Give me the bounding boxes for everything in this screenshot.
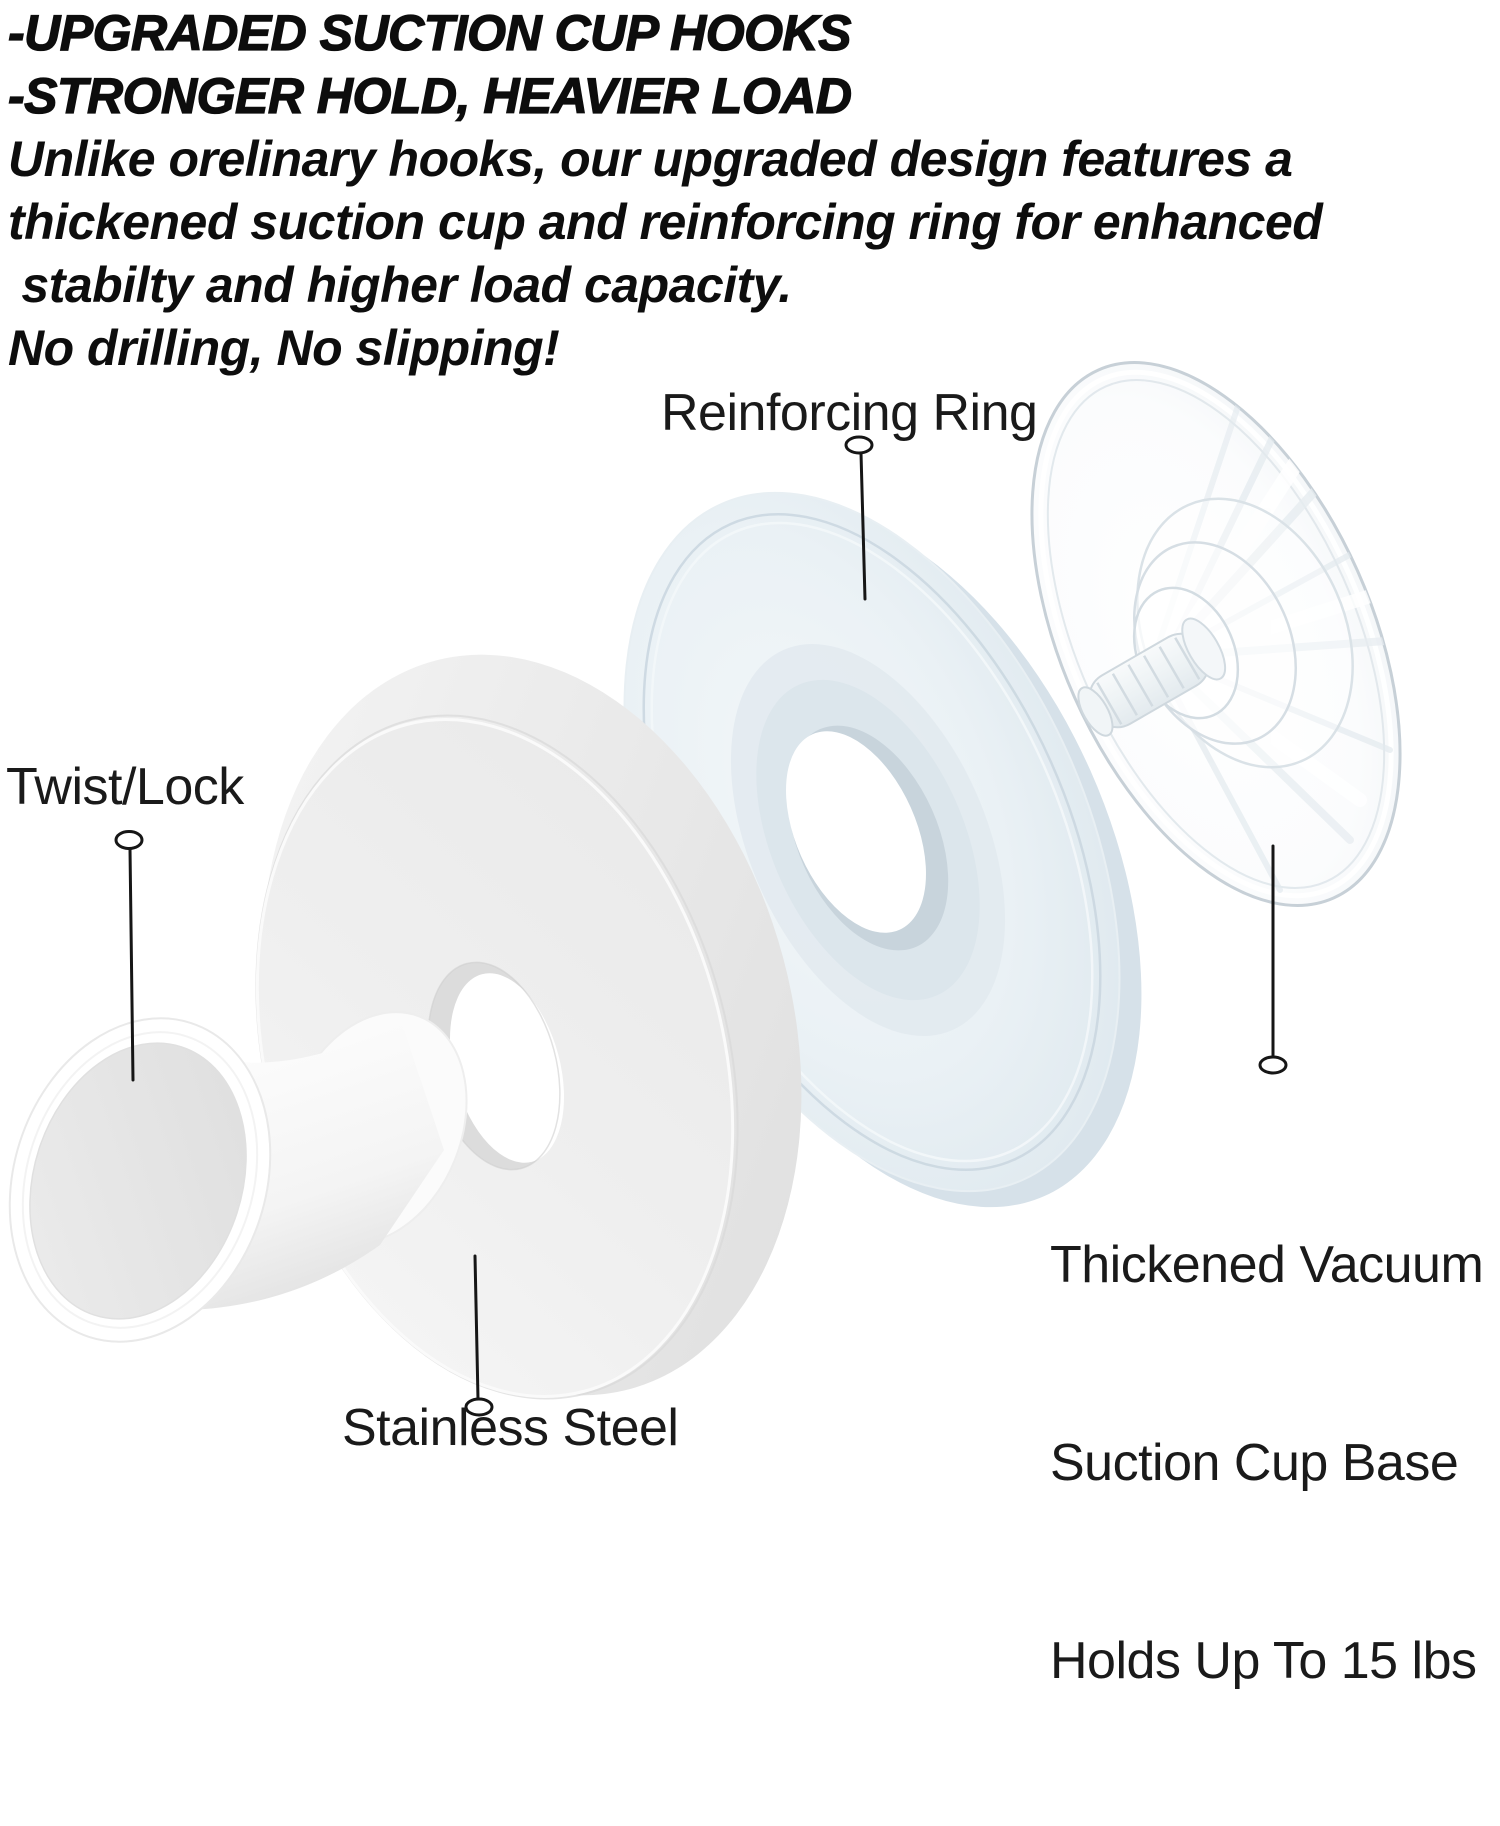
reinforcing-ring-label: Reinforcing Ring xyxy=(661,384,1038,442)
suction-cup-label-line: Thickened Vacuum xyxy=(1050,1236,1484,1294)
suction-cup-label xyxy=(1050,1100,1483,1826)
headline-line: Unlike orelinary hooks, our upgraded design features a xyxy=(8,131,1293,187)
stainless-steel-label: Stainless Steel xyxy=(342,1399,679,1457)
headline-line: No drilling, No slipping! xyxy=(8,320,560,376)
headline-line: -STRONGER HOLD, HEAVIER LOAD xyxy=(8,68,852,124)
headline-line: -UPGRADED SUCTION CUP HOOKS xyxy=(8,5,852,61)
twist-lock-label: Twist/Lock xyxy=(6,758,244,816)
headline-text-block xyxy=(8,2,1500,380)
suction-cup-label-line: Holds Up To 15 lbs xyxy=(1050,1632,1477,1690)
leader-dot xyxy=(116,832,142,849)
leader-dot xyxy=(1260,1057,1286,1073)
headline-line: stabilty and higher load capacity. xyxy=(8,257,792,313)
headline-line: thickened suction cup and reinforcing ring for enhanced xyxy=(8,194,1323,250)
suction-cup-label-line: Suction Cup Base xyxy=(1050,1434,1459,1492)
